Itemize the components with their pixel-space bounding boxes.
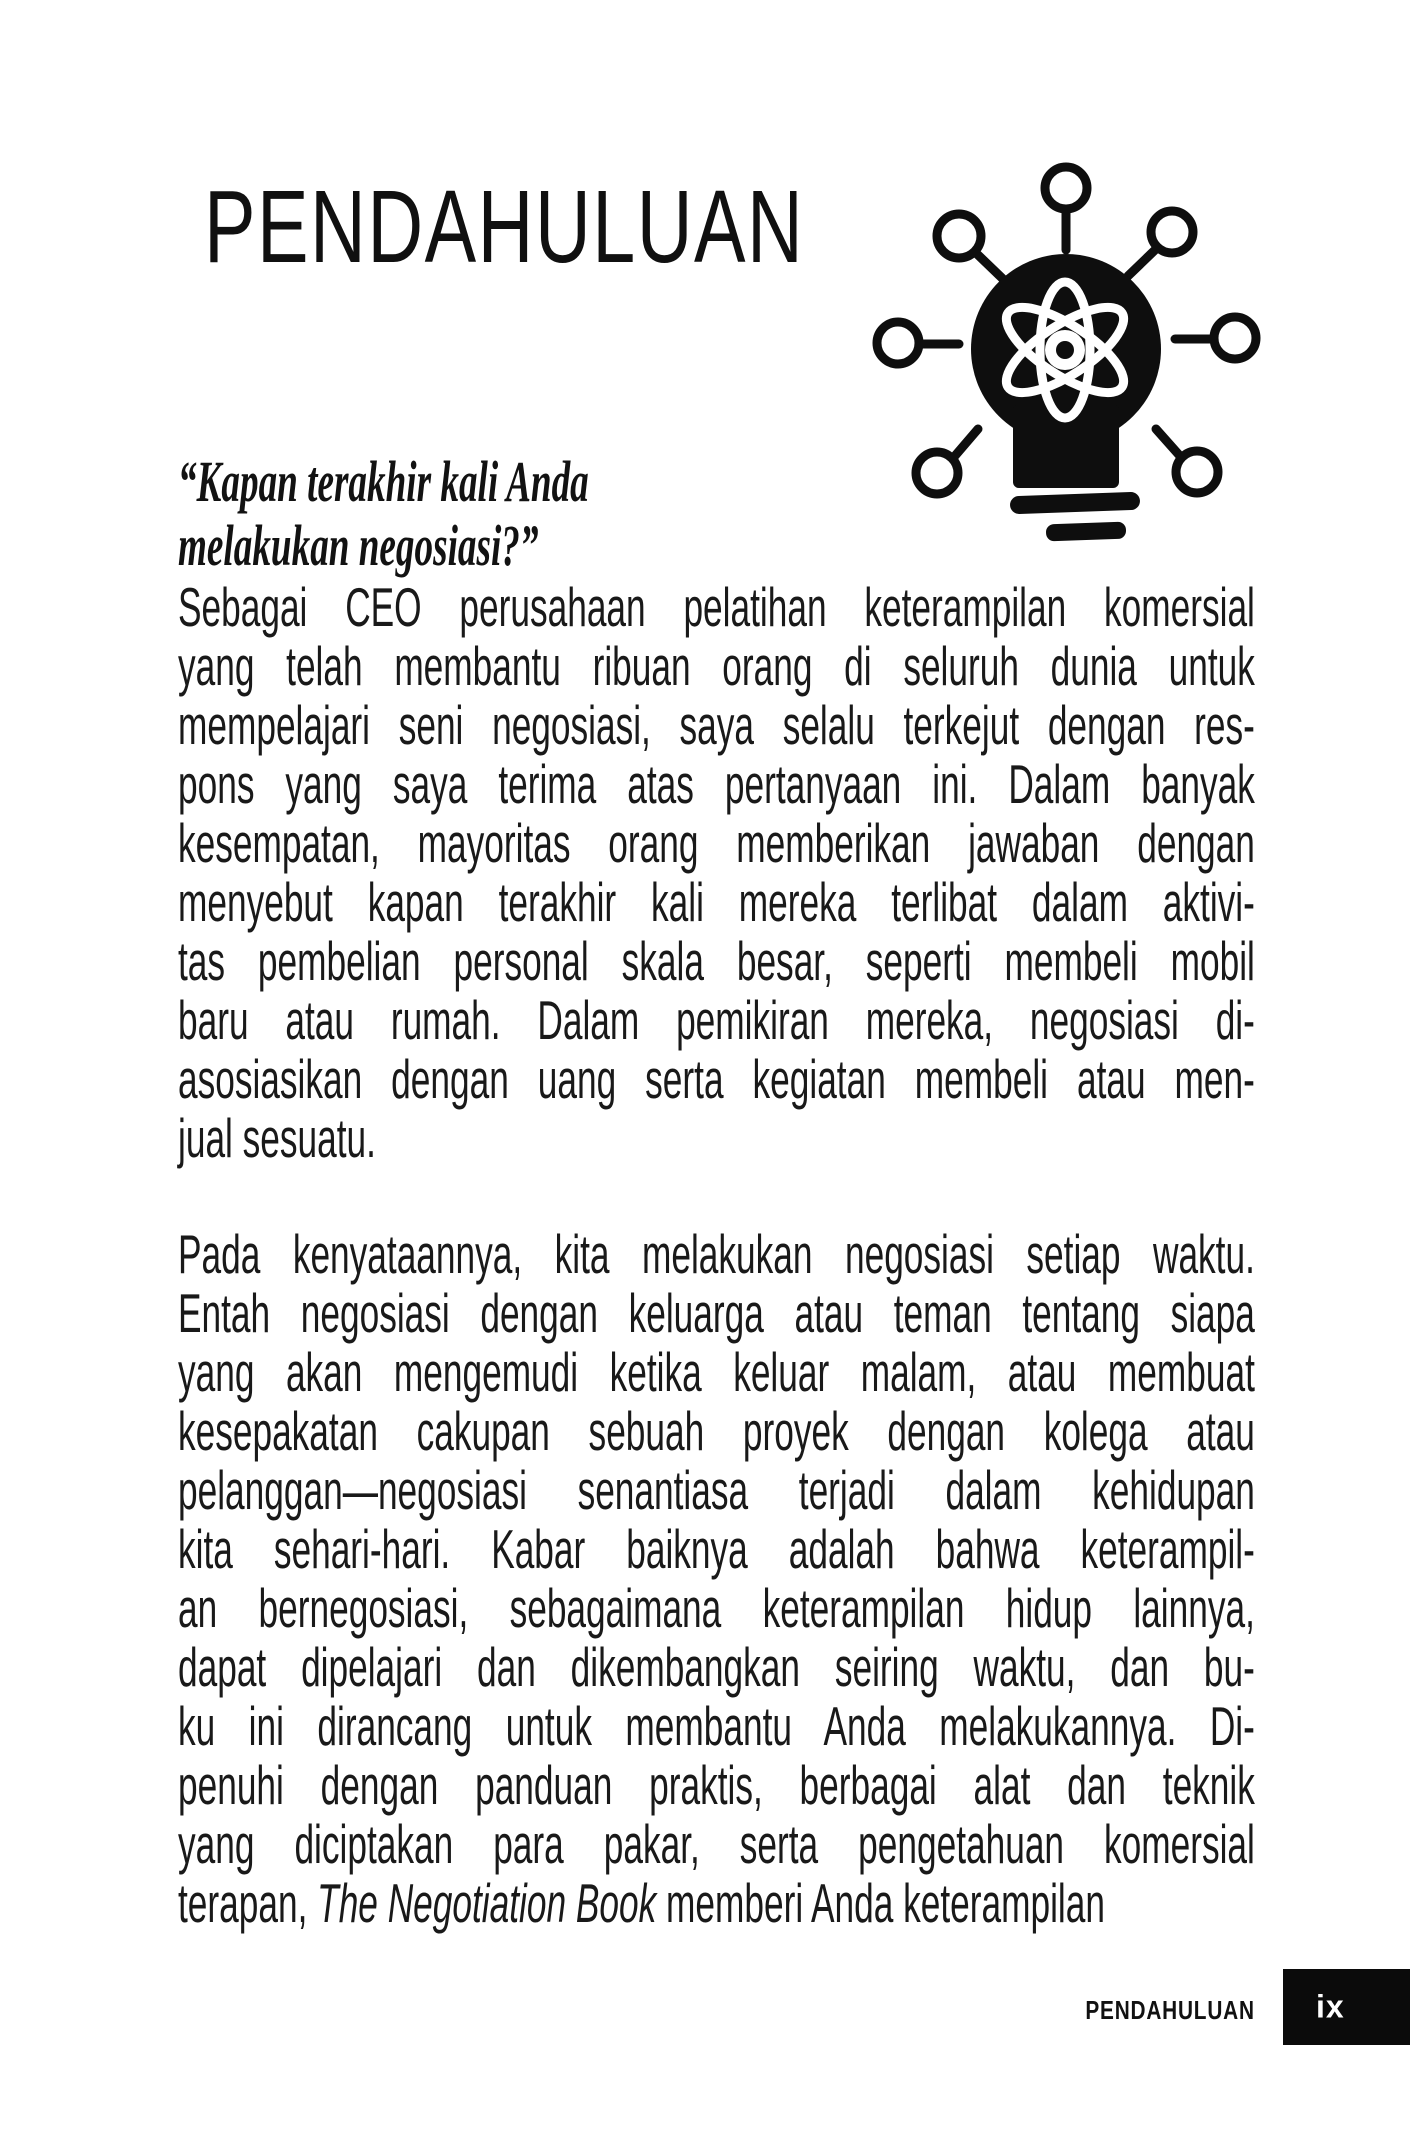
text-line: ku ini dirancang untuk membantu Anda melakukannya. Di- [178, 1695, 1255, 1757]
opening-quote [178, 450, 1255, 578]
text-line: asosiasikan dengan uang serta kegiatan membeli atau men- [178, 1048, 1255, 1110]
text-line: yang akan mengemudi ketika keluar malam, atau membuat [178, 1341, 1255, 1403]
text-line: jual sesuatu. [178, 1107, 376, 1169]
footer-section-label: PENDAHULUAN [1085, 1995, 1255, 2025]
page-number-tab [1283, 1969, 1410, 2045]
paragraph [178, 1225, 1255, 1933]
text-line: Sebagai CEO perusahaan pelatihan keterampilan komersial [178, 576, 1255, 638]
text-column [178, 450, 1255, 1933]
text-line: mempelajari seni negosiasi, saya selalu terkejut dengan res- [178, 694, 1255, 756]
text-line: yang diciptakan para pakar, serta pengetahuan komersial [178, 1813, 1255, 1875]
text-line: dapat dipelajari dan dikembangkan seiring waktu, dan bu- [178, 1636, 1255, 1698]
text-line: tas pembelian personal skala besar, seperti membeli mobil [178, 930, 1255, 992]
text-line: kita sehari-hari. Kabar baiknya adalah bahwa keterampil- [178, 1518, 1255, 1580]
paragraph [178, 578, 1255, 1168]
page-number: ix [1316, 1988, 1345, 2025]
text-line: menyebut kapan terakhir kali mereka terlibat dalam aktivi- [178, 871, 1255, 933]
chapter-title: PENDAHULUAN [204, 169, 805, 284]
text-line: Entah negosiasi dengan keluarga atau teman tentang siapa [178, 1282, 1255, 1344]
text-line: yang telah membantu ribuan orang di seluruh dunia untuk [178, 635, 1255, 697]
text-line: penuhi dengan panduan praktis, berbagai alat dan teknik [178, 1754, 1255, 1816]
text-line: an bernegosiasi, sebagaimana keterampilan hidup lainnya, [178, 1577, 1255, 1639]
text-line: Pada kenyataannya, kita melakukan negosiasi setiap waktu. [178, 1223, 1255, 1285]
text-line: pons yang saya terima atas pertanyaan ini. Dalam banyak [178, 753, 1255, 815]
text-line: pelanggan—negosiasi senantiasa terjadi dalam kehidupan [178, 1459, 1255, 1521]
text-line: kesepakatan cakupan sebuah proyek dengan kolega atau [178, 1400, 1255, 1462]
text-line: terapan, The Negotiation Book memberi Anda keterampilan [178, 1872, 1105, 1934]
quote-line: “Kapan terakhir kali Anda [178, 449, 589, 514]
text-line: baru atau rumah. Dalam pemikiran mereka, negosiasi di- [178, 989, 1255, 1051]
text-line: kesempatan, mayoritas orang memberikan jawaban dengan [178, 812, 1255, 874]
quote-line: melakukan negosiasi?” [178, 513, 539, 578]
